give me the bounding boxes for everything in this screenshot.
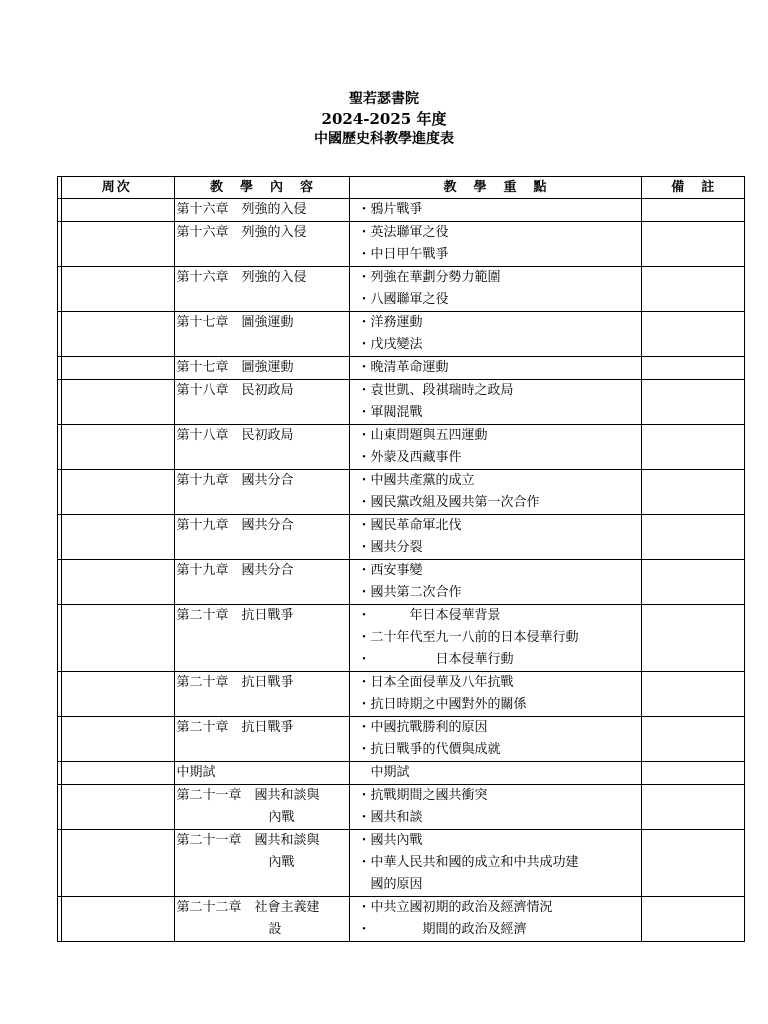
key-point-item: ・國共分裂 <box>357 540 423 555</box>
week-cell <box>58 717 174 762</box>
week-cell <box>58 267 174 312</box>
week-cell <box>58 605 174 672</box>
week-cell <box>58 380 174 425</box>
key-points-cell <box>349 560 641 605</box>
table-row <box>58 672 744 717</box>
table-row <box>58 830 744 897</box>
key-point-item: ・中共立國初期的政治及經濟情況 <box>357 900 553 915</box>
remarks-cell <box>641 672 744 717</box>
key-points-cell <box>349 672 641 717</box>
schedule-table-frame <box>57 176 745 942</box>
table-body <box>58 199 744 942</box>
key-point-item: ・抗日戰爭的代價與成就 <box>357 742 501 757</box>
key-points-cell <box>349 605 641 672</box>
content-line: 第二十一章 國共和談與 <box>176 788 320 803</box>
content-line: 第十八章 民初政局 <box>176 428 294 443</box>
content-cell <box>174 717 349 762</box>
remarks-cell <box>641 785 744 830</box>
table-row <box>58 560 744 605</box>
content-line: 第十七章 圖強運動 <box>176 315 294 330</box>
column-header-week: 周次 <box>58 177 174 199</box>
key-points-cell <box>349 470 641 515</box>
column-header-content: 教 學 內 容 <box>174 177 349 199</box>
week-cell <box>58 672 174 717</box>
content-cell <box>174 897 349 942</box>
content-cell <box>174 762 349 785</box>
key-point-item: ・ 年日本侵華背景 <box>357 608 501 623</box>
content-cell <box>174 357 349 380</box>
content-line: 第二十二章 社會主義建 <box>176 900 320 915</box>
key-point-item: ・國共第二次合作 <box>357 585 462 600</box>
content-line: 第二十章 抗日戰爭 <box>176 720 294 735</box>
content-line: 第十七章 圖強運動 <box>176 360 294 375</box>
content-line: 內戰 <box>268 810 295 825</box>
schedule-table <box>58 177 744 941</box>
remarks-cell <box>641 470 744 515</box>
key-point-item: ・國民黨改組及國共第一次合作 <box>357 495 540 510</box>
key-points-cell <box>349 425 641 470</box>
key-points-cell <box>349 717 641 762</box>
remarks-cell <box>641 560 744 605</box>
content-cell <box>174 560 349 605</box>
content-line: 第十九章 國共分合 <box>176 518 294 533</box>
key-point-item: ・日本全面侵華及八年抗戰 <box>357 675 514 690</box>
school-name: 聖若瑟書院 <box>349 91 419 107</box>
key-points-cell <box>349 267 641 312</box>
key-point-item: ・國共內戰 <box>357 833 423 848</box>
content-cell <box>174 222 349 267</box>
content-cell <box>174 199 349 222</box>
week-cell <box>58 357 174 380</box>
remarks-cell <box>641 222 744 267</box>
column-header-remarks: 備 註 <box>641 177 744 199</box>
table-row <box>58 897 744 942</box>
remarks-cell <box>641 605 744 672</box>
key-point-item: ・國民革命軍北伐 <box>357 518 462 533</box>
key-point-item: ・抗戰期間之國共衝突 <box>357 788 488 803</box>
key-point-item: ・山東問題與五四運動 <box>357 428 488 443</box>
content-cell <box>174 380 349 425</box>
remarks-cell <box>641 762 744 785</box>
content-cell <box>174 605 349 672</box>
content-cell <box>174 312 349 357</box>
key-point-item: ・晚清革命運動 <box>357 360 449 375</box>
table-row <box>58 357 744 380</box>
key-point-item: ・列強在華劃分勢力範圍 <box>357 270 501 285</box>
week-cell <box>58 222 174 267</box>
key-points-cell <box>349 785 641 830</box>
content-cell <box>174 830 349 897</box>
content-line: 第十六章 列強的入侵 <box>176 202 307 217</box>
week-cell <box>58 560 174 605</box>
key-point-item: ・戊戌變法 <box>357 337 423 352</box>
week-cell <box>58 470 174 515</box>
key-point-item: ・洋務運動 <box>357 315 423 330</box>
remarks-cell <box>641 357 744 380</box>
table-header-row <box>58 177 744 199</box>
table-row <box>58 470 744 515</box>
content-cell <box>174 672 349 717</box>
key-point-item: ・袁世凱、段祺瑞時之政局 <box>357 383 514 398</box>
content-line: 第十九章 國共分合 <box>176 563 294 578</box>
content-line: 第十九章 國共分合 <box>176 473 294 488</box>
key-point-item: ・八國聯軍之役 <box>357 292 449 307</box>
key-point-item: ・中華人民共和國的成立和中共成功建 <box>357 855 579 870</box>
table-row <box>58 785 744 830</box>
column-header-key-points: 教 學 重 點 <box>349 177 641 199</box>
week-cell <box>58 312 174 357</box>
table-row <box>58 762 744 785</box>
week-cell <box>58 762 174 785</box>
week-cell <box>58 785 174 830</box>
week-cell <box>58 830 174 897</box>
key-points-cell <box>349 897 641 942</box>
content-cell <box>174 515 349 560</box>
week-cell <box>58 425 174 470</box>
remarks-cell <box>641 267 744 312</box>
content-line: 第二十一章 國共和談與 <box>176 833 320 848</box>
week-cell <box>58 897 174 942</box>
table-row <box>58 312 744 357</box>
table-row <box>58 267 744 312</box>
key-point-item: ・中日甲午戰爭 <box>357 247 449 262</box>
key-points-cell <box>349 515 641 560</box>
key-points-cell <box>349 357 641 380</box>
table-row <box>58 605 744 672</box>
remarks-cell <box>641 897 744 942</box>
remarks-cell <box>641 830 744 897</box>
key-point-item: ・軍閥混戰 <box>357 405 423 420</box>
key-point-item: ・二十年代至九一八前的日本侵華行動 <box>357 630 579 645</box>
key-points-cell <box>349 199 641 222</box>
remarks-cell <box>641 380 744 425</box>
key-points-cell <box>349 380 641 425</box>
week-cell <box>58 515 174 560</box>
academic-year: 2024-2025 年度 <box>321 110 447 128</box>
content-cell <box>174 267 349 312</box>
content-line: 第十六章 列強的入侵 <box>176 225 307 240</box>
remarks-cell <box>641 199 744 222</box>
key-point-item: ・外蒙及西藏事件 <box>357 450 462 465</box>
key-point-item: ・ 日本侵華行動 <box>357 652 514 667</box>
table-row <box>58 199 744 222</box>
remarks-cell <box>641 312 744 357</box>
key-point-item: ・國共和談 <box>357 810 423 825</box>
key-points-cell <box>349 222 641 267</box>
content-line: 第十六章 列強的入侵 <box>176 270 307 285</box>
remarks-cell <box>641 515 744 560</box>
table-row <box>58 717 744 762</box>
content-line: 第十八章 民初政局 <box>176 383 294 398</box>
key-point-item: ・中國抗戰勝利的原因 <box>357 720 488 735</box>
key-point-item: ・ 期間的政治及經濟 <box>357 922 527 937</box>
table-row <box>58 515 744 560</box>
key-points-cell <box>349 762 641 785</box>
content-line: 中期試 <box>176 765 216 780</box>
content-line: 內戰 <box>268 855 295 870</box>
content-cell <box>174 470 349 515</box>
content-line: 第二十章 抗日戰爭 <box>176 608 294 623</box>
key-point-item: ・中國共產黨的成立 <box>357 473 475 488</box>
week-cell <box>58 199 174 222</box>
document-header <box>0 89 768 149</box>
remarks-cell <box>641 425 744 470</box>
key-point-item: 國的原因 <box>357 877 423 892</box>
remarks-cell <box>641 717 744 762</box>
content-cell <box>174 785 349 830</box>
key-point-item: ・鴉片戰爭 <box>357 202 423 217</box>
table-row <box>58 380 744 425</box>
key-point-item: ・英法聯軍之役 <box>357 225 449 240</box>
key-points-cell <box>349 312 641 357</box>
key-points-cell <box>349 830 641 897</box>
content-cell <box>174 425 349 470</box>
key-point-item: ・抗日時期之中國對外的關係 <box>357 697 527 712</box>
content-line: 設 <box>268 922 282 937</box>
content-line: 第二十章 抗日戰爭 <box>176 675 294 690</box>
key-point-item: 中期試 <box>357 765 410 780</box>
table-row <box>58 425 744 470</box>
table-row <box>58 222 744 267</box>
document-title: 中國歷史科教學進度表 <box>314 131 454 147</box>
key-point-item: ・西安事變 <box>357 563 423 578</box>
